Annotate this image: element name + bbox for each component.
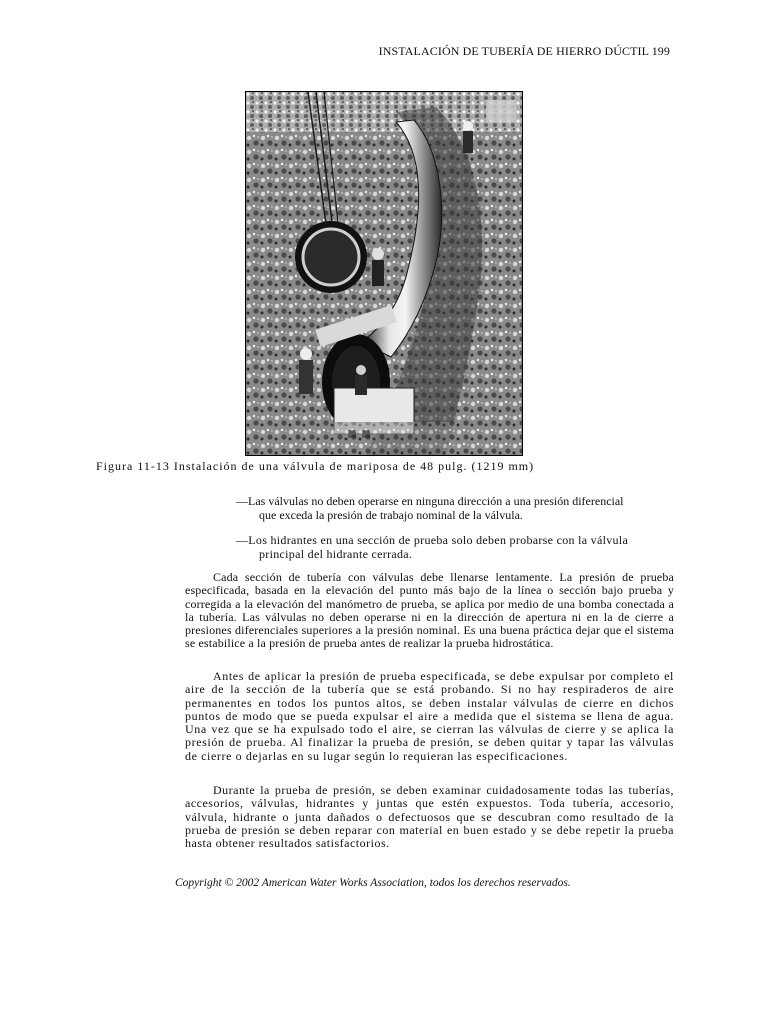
copyright-footer: Copyright © 2002 American Water Works Association, todos los derechos reservados. (175, 877, 571, 889)
body-paragraph: Cada sección de tubería con válvulas debe llenarse lentamente. La presión de prueba especificada, basada en la elevación del punto más bajo de la línea o sección bajo prueba y corregida a la elevación del manómetro de prueba, se aplica por medio de una bomba conectada a la tubería. Las válvulas no deben operarse ni en la dirección de apertura ni en la de cierre a presiones diferenciales superiores a la presión nominal. Es una buena práctica dejar que el sistema se estabilice a la presión de prueba antes de realizar la prueba hidrostática. (185, 570, 674, 651)
running-header: INSTALACIÓN DE TUBERÍA DE HIERRO DÚCTIL 199 (378, 44, 670, 58)
bullet-text-continuation: que exceda la presión de trabajo nominal de la válvula. (259, 507, 523, 522)
body-paragraph: Durante la prueba de presión, se deben examinar cuidadosamente todas las tuberías, accesorios, válvulas, hidrantes y juntas que estén expuestos. Toda tubería, accesorio, válvula, hidrante o junta dañados o defectuosos que se descubran como resultado de la prueba de presión se deben reparar con material en buen estado y se debe repetir la prueba hasta obtener resultados satisfactorios. (185, 783, 674, 851)
bullet-text-continuation: principal del hidrante cerrada. (259, 546, 413, 561)
bullet-text-line: —Las válvulas no deben operarse en ninguna dirección a una presión diferencial (236, 494, 624, 508)
figure-photo-trench-valve (245, 91, 523, 456)
body-paragraph: Antes de aplicar la presión de prueba especificada, se debe expulsar por completo el aire de la sección de la tubería que se está probando. Si no hay respiraderos de aire permanentes en todos los puntos altos, se deben instalar válvulas de cierre en dichos puntos de modo que se pueda expulsar el aire a medida que el sistema se llena de agua. Una vez que se ha expulsado todo el aire, se cierran las válvulas de cierre y se aplica la presión de prueba. Al finalizar la prueba de presión, se deben quitar y tapar las válvulas de cierre o dejarlas en su lugar según lo requieran las especificaciones. (185, 669, 674, 763)
bullet-item (236, 495, 676, 522)
bullet-text-line: —Los hidrantes en una sección de prueba solo deben probarse con la válvula (236, 533, 629, 547)
bullet-item (236, 534, 676, 561)
figure-caption: Figura 11-13 Instalación de una válvula de mariposa de 48 pulg. (1219 mm) (96, 459, 535, 473)
trench-photo-illustration (246, 92, 522, 455)
